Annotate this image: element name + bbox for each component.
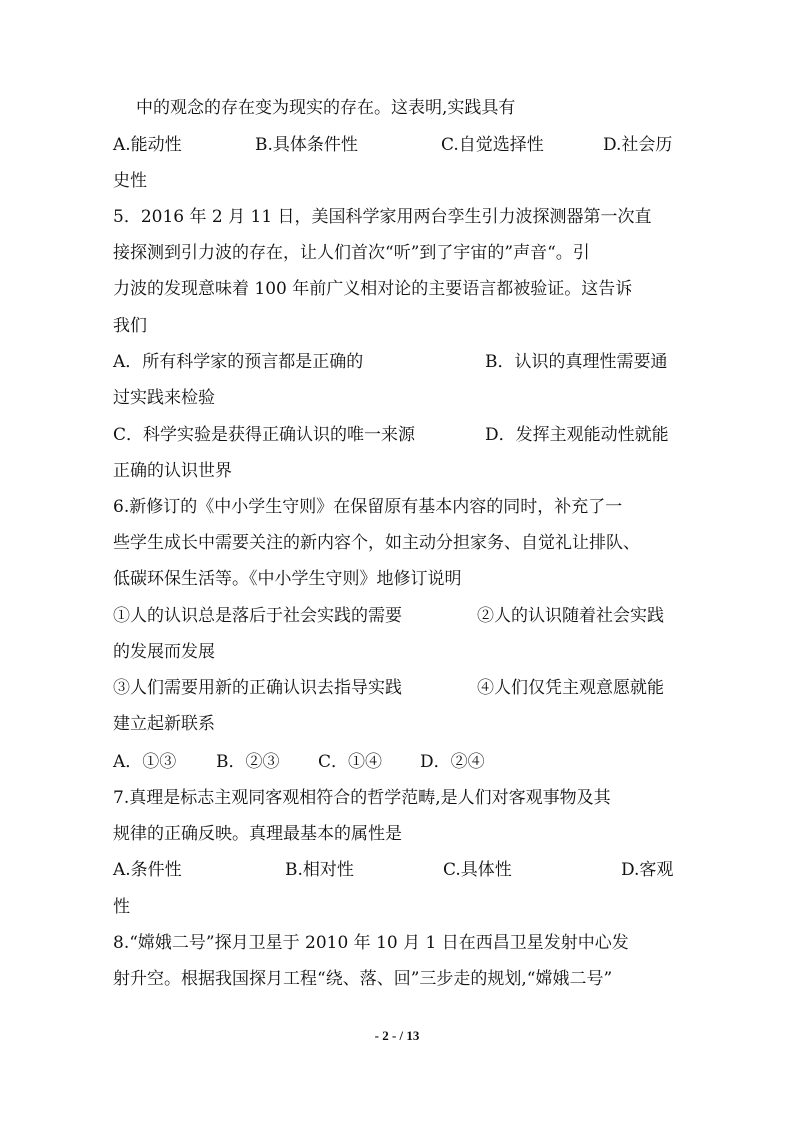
text-line: 低碳环保生活等。《中小学生守则》地修订说明 (113, 569, 462, 589)
text-line: 建立起新联系 (113, 714, 215, 734)
text-line: 规律的正确反映。真理最基本的属性是 (113, 824, 402, 844)
page-number: - 2 - / 13 (374, 1028, 420, 1043)
text-line: 我们 (113, 316, 147, 336)
text-line: 射升空。根据我国探月工程“绕、落、回”三步走的规划,“嫦娥二号” (113, 969, 613, 989)
option-b: B.相对性 (285, 860, 354, 880)
option-d: D．发挥主观能动性就能 (485, 425, 669, 445)
option-a: A．①③ (113, 752, 177, 772)
option-d: D．②④ (420, 752, 485, 772)
option-d: D.客观 (621, 860, 674, 880)
option-a: A.条件性 (113, 860, 182, 880)
statement-4: ④人们仅凭主观意愿就能 (477, 678, 664, 698)
text-line: 正确的认识世界 (113, 461, 232, 481)
question-5: 5．2016 年 2 月 11 日，美国科学家用两台孪生引力波探测器第一次直 (113, 207, 652, 227)
statement-1: ①人的认识总是落后于社会实践的需要 (113, 606, 402, 626)
question-7: 7.真理是标志主观同客观相符合的哲学范畴,是人们对客观事物及其 (113, 788, 611, 808)
option-b: B．②③ (216, 752, 280, 772)
option-a: A．所有科学家的预言都是正确的 (113, 352, 364, 372)
option-b: B.具体条件性 (255, 135, 358, 155)
question-8: 8.“嫦娥二号”探月卫星于 2010 年 10 月 1 日在西昌卫星发射中心发 (113, 933, 629, 953)
text-line: 的发展而发展 (113, 642, 215, 662)
text-line: 力波的发现意味着 100 年前广义相对论的主要语言都被验证。这告诉 (113, 279, 633, 299)
statement-2: ②人的认识随着社会实践 (477, 606, 664, 626)
text-line: 中的观念的存在变为现实的存在。这表明,实践具有 (136, 98, 516, 118)
option-c: C.具体性 (443, 860, 512, 880)
option-b: B．认识的真理性需要通 (485, 352, 668, 372)
option-c: C.自觉选择性 (441, 135, 544, 155)
text-line: 过实践来检验 (113, 388, 215, 408)
option-c: C．科学实验是获得正确认识的唯一来源 (113, 425, 416, 445)
text-line: 史性 (113, 171, 147, 191)
text-line: 性 (113, 897, 130, 917)
question-6: 6.新修订的《中小学生守则》在保留原有基本内容的同时，补充了一 (113, 497, 623, 517)
text-line: 接探测到引力波的存在，让人们首次“听”到了宇宙的”声音“。引 (113, 243, 590, 263)
option-d: D.社会历 (603, 135, 673, 155)
option-a: A.能动性 (113, 135, 182, 155)
statement-3: ③人们需要用新的正确认识去指导实践 (113, 678, 402, 698)
option-c: C．①④ (318, 752, 383, 772)
text-line: 些学生成长中需要关注的新内容个，如主动分担家务、自觉礼让排队、 (113, 533, 640, 553)
